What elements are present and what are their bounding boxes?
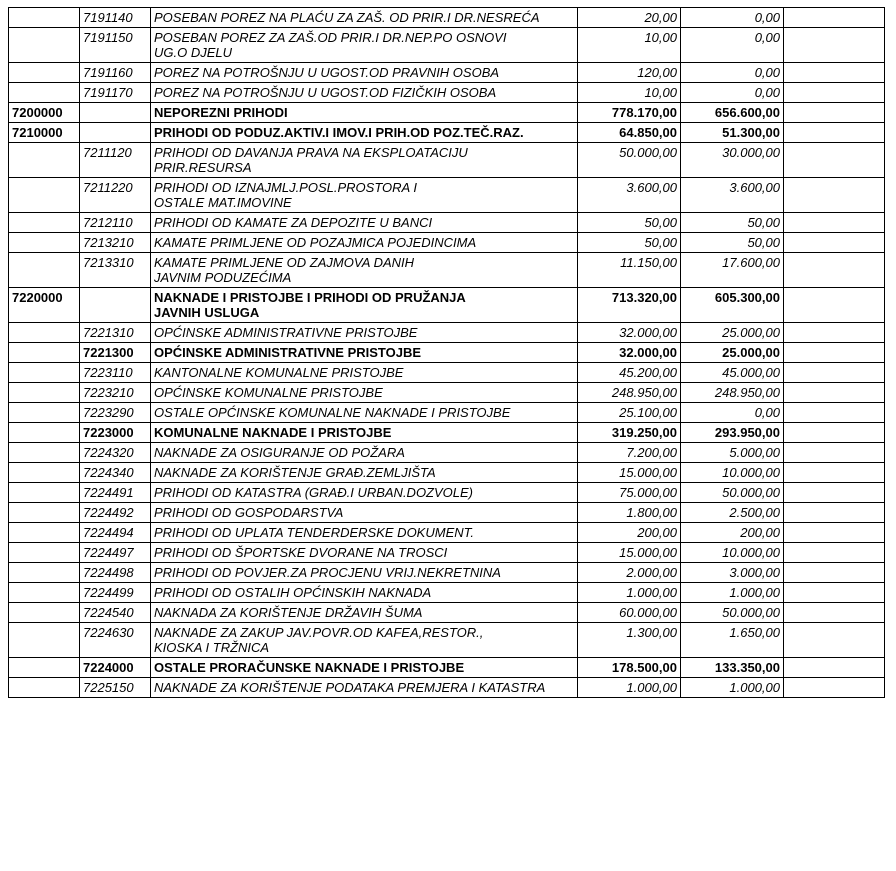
amount-plan-cell: 319.250,00	[578, 423, 681, 443]
section-code-cell	[9, 178, 80, 213]
empty-cell	[784, 213, 885, 233]
description-cell: KAMATE PRIMLJENE OD POZAJMICA POJEDINCIMA	[151, 233, 578, 253]
amount-plan-cell: 178.500,00	[578, 658, 681, 678]
account-code-cell: 7213210	[80, 233, 151, 253]
amount-plan-cell: 7.200,00	[578, 443, 681, 463]
table-row	[9, 123, 885, 143]
description-cell: PRIHODI OD GOSPODARSTVA	[151, 503, 578, 523]
description-cell: NAKNADA ZA KORIŠTENJE DRŽAVIH ŠUMA	[151, 603, 578, 623]
description-cell: POREZ NA POTROŠNJU U UGOST.OD FIZIČKIH OSOBA	[151, 83, 578, 103]
description-cell: POREZ NA POTROŠNJU U UGOST.OD PRAVNIH OSOBA	[151, 63, 578, 83]
description-cell: PRIHODI OD IZNAJMLJ.POSL.PROSTORA I OSTALE MAT.IMOVINE	[151, 178, 578, 213]
amount-realized-cell: 656.600,00	[681, 103, 784, 123]
empty-cell	[784, 563, 885, 583]
amount-realized-cell: 50,00	[681, 213, 784, 233]
table-row	[9, 363, 885, 383]
description-cell: PRIHODI OD UPLATA TENDERDERSKE DOKUMENT.	[151, 523, 578, 543]
amount-realized-cell: 248.950,00	[681, 383, 784, 403]
amount-realized-cell: 3.600,00	[681, 178, 784, 213]
empty-cell	[784, 623, 885, 658]
empty-cell	[784, 363, 885, 383]
account-code-cell: 7213310	[80, 253, 151, 288]
description-cell: PRIHODI OD DAVANJA PRAVA NA EKSPLOATACIJU PRIR.RESURSA	[151, 143, 578, 178]
amount-realized-cell: 0,00	[681, 63, 784, 83]
description-cell: NAKNADE ZA OSIGURANJE OD POŽARA	[151, 443, 578, 463]
account-code-cell	[80, 123, 151, 143]
empty-cell	[784, 28, 885, 63]
amount-realized-cell: 25.000,00	[681, 323, 784, 343]
table-row	[9, 213, 885, 233]
account-code-cell: 7224540	[80, 603, 151, 623]
table-row	[9, 583, 885, 603]
section-code-cell	[9, 678, 80, 698]
section-code-cell	[9, 253, 80, 288]
amount-realized-cell: 50,00	[681, 233, 784, 253]
empty-cell	[784, 383, 885, 403]
empty-cell	[784, 403, 885, 423]
amount-plan-cell: 75.000,00	[578, 483, 681, 503]
table-row	[9, 103, 885, 123]
account-code-cell: 7224499	[80, 583, 151, 603]
account-code-cell: 7211220	[80, 178, 151, 213]
section-code-cell	[9, 83, 80, 103]
section-code-cell	[9, 503, 80, 523]
amount-realized-cell: 0,00	[681, 83, 784, 103]
description-cell: NAKNADE ZA ZAKUP JAV.POVR.OD KAFEA,RESTOR., KIOSKA I TRŽNICA	[151, 623, 578, 658]
account-code-cell: 7223210	[80, 383, 151, 403]
amount-plan-cell: 200,00	[578, 523, 681, 543]
section-code-cell	[9, 403, 80, 423]
account-code-cell: 7191150	[80, 28, 151, 63]
amount-realized-cell: 1.000,00	[681, 583, 784, 603]
amount-realized-cell: 30.000,00	[681, 143, 784, 178]
section-code-cell	[9, 583, 80, 603]
table-row	[9, 323, 885, 343]
description-cell: OPĆINSKE KOMUNALNE PRISTOJBE	[151, 383, 578, 403]
amount-realized-cell: 0,00	[681, 8, 784, 28]
table-row	[9, 503, 885, 523]
account-code-cell: 7225150	[80, 678, 151, 698]
empty-cell	[784, 83, 885, 103]
empty-cell	[784, 103, 885, 123]
description-cell: NAKNADE ZA KORIŠTENJE GRAĐ.ZEMLJIŠTA	[151, 463, 578, 483]
empty-cell	[784, 288, 885, 323]
section-code-cell	[9, 343, 80, 363]
description-cell: PRIHODI OD ŠPORTSKE DVORANE NA TROSCI	[151, 543, 578, 563]
amount-realized-cell: 0,00	[681, 403, 784, 423]
section-code-cell	[9, 463, 80, 483]
empty-cell	[784, 483, 885, 503]
account-code-cell: 7224000	[80, 658, 151, 678]
amount-realized-cell: 0,00	[681, 28, 784, 63]
amount-plan-cell: 20,00	[578, 8, 681, 28]
empty-cell	[784, 253, 885, 288]
account-code-cell: 7224492	[80, 503, 151, 523]
table-row	[9, 658, 885, 678]
amount-plan-cell: 248.950,00	[578, 383, 681, 403]
amount-plan-cell: 60.000,00	[578, 603, 681, 623]
amount-realized-cell: 3.000,00	[681, 563, 784, 583]
empty-cell	[784, 178, 885, 213]
table-row	[9, 28, 885, 63]
empty-cell	[784, 323, 885, 343]
description-cell: KANTONALNE KOMUNALNE PRISTOJBE	[151, 363, 578, 383]
description-cell: POSEBAN POREZ NA PLAĆU ZA ZAŠ. OD PRIR.I DR.NESREĆA	[151, 8, 578, 28]
section-code-cell	[9, 323, 80, 343]
amount-plan-cell: 15.000,00	[578, 543, 681, 563]
amount-plan-cell: 32.000,00	[578, 343, 681, 363]
amount-plan-cell: 64.850,00	[578, 123, 681, 143]
amount-plan-cell: 10,00	[578, 83, 681, 103]
amount-realized-cell: 50.000,00	[681, 603, 784, 623]
table-row	[9, 383, 885, 403]
amount-plan-cell: 45.200,00	[578, 363, 681, 383]
amount-realized-cell: 51.300,00	[681, 123, 784, 143]
section-code-cell	[9, 563, 80, 583]
section-code-cell	[9, 233, 80, 253]
account-code-cell	[80, 288, 151, 323]
section-code-cell	[9, 658, 80, 678]
table-row	[9, 563, 885, 583]
description-cell: NEPOREZNI PRIHODI	[151, 103, 578, 123]
amount-plan-cell: 3.600,00	[578, 178, 681, 213]
account-code-cell: 7191140	[80, 8, 151, 28]
table-row	[9, 483, 885, 503]
description-cell: PRIHODI OD POVJER.ZA PROCJENU VRIJ.NEKRETNINA	[151, 563, 578, 583]
amount-plan-cell: 15.000,00	[578, 463, 681, 483]
description-cell: OSTALE OPĆINSKE KOMUNALNE NAKNADE I PRISTOJBE	[151, 403, 578, 423]
table-row	[9, 343, 885, 363]
account-code-cell: 7224320	[80, 443, 151, 463]
empty-cell	[784, 523, 885, 543]
empty-cell	[784, 233, 885, 253]
table-row	[9, 233, 885, 253]
account-code-cell: 7191170	[80, 83, 151, 103]
account-code-cell: 7223110	[80, 363, 151, 383]
section-code-cell	[9, 143, 80, 178]
description-cell: PRIHODI OD PODUZ.AKTIV.I IMOV.I PRIH.OD POZ.TEČ.RAZ.	[151, 123, 578, 143]
amount-plan-cell: 10,00	[578, 28, 681, 63]
amount-realized-cell: 5.000,00	[681, 443, 784, 463]
description-cell: KAMATE PRIMLJENE OD ZAJMOVA DANIH JAVNIM PODUZEĆIMA	[151, 253, 578, 288]
description-cell: OPĆINSKE ADMINISTRATIVNE PRISTOJBE	[151, 323, 578, 343]
amount-plan-cell: 1.000,00	[578, 678, 681, 698]
amount-realized-cell: 133.350,00	[681, 658, 784, 678]
table-row	[9, 678, 885, 698]
section-code-cell	[9, 543, 80, 563]
section-code-cell	[9, 213, 80, 233]
empty-cell	[784, 583, 885, 603]
amount-realized-cell: 2.500,00	[681, 503, 784, 523]
section-code-cell	[9, 28, 80, 63]
section-code-cell	[9, 623, 80, 658]
empty-cell	[784, 423, 885, 443]
account-code-cell: 7191160	[80, 63, 151, 83]
section-code-cell	[9, 8, 80, 28]
empty-cell	[784, 503, 885, 523]
amount-plan-cell: 50,00	[578, 213, 681, 233]
amount-plan-cell: 50.000,00	[578, 143, 681, 178]
description-cell: OSTALE PRORAČUNSKE NAKNADE I PRISTOJBE	[151, 658, 578, 678]
account-code-cell: 7224497	[80, 543, 151, 563]
budget-revenue-table	[8, 7, 885, 698]
section-code-cell: 7220000	[9, 288, 80, 323]
amount-realized-cell: 45.000,00	[681, 363, 784, 383]
amount-plan-cell: 11.150,00	[578, 253, 681, 288]
account-code-cell: 7224340	[80, 463, 151, 483]
empty-cell	[784, 463, 885, 483]
description-cell: PRIHODI OD OSTALIH OPĆINSKIH NAKNADA	[151, 583, 578, 603]
amount-realized-cell: 25.000,00	[681, 343, 784, 363]
table-row	[9, 288, 885, 323]
amount-realized-cell: 200,00	[681, 523, 784, 543]
amount-realized-cell: 1.000,00	[681, 678, 784, 698]
amount-plan-cell: 32.000,00	[578, 323, 681, 343]
account-code-cell: 7224491	[80, 483, 151, 503]
section-code-cell	[9, 443, 80, 463]
description-cell: NAKNADE I PRISTOJBE I PRIHODI OD PRUŽANJA JAVNIH USLUGA	[151, 288, 578, 323]
amount-realized-cell: 50.000,00	[681, 483, 784, 503]
section-code-cell	[9, 483, 80, 503]
table-body	[9, 8, 885, 698]
account-code-cell: 7224498	[80, 563, 151, 583]
amount-plan-cell: 1.000,00	[578, 583, 681, 603]
table-row	[9, 178, 885, 213]
amount-realized-cell: 293.950,00	[681, 423, 784, 443]
table-row	[9, 423, 885, 443]
description-cell: OPĆINSKE ADMINISTRATIVNE PRISTOJBE	[151, 343, 578, 363]
account-code-cell: 7211120	[80, 143, 151, 178]
amount-plan-cell: 2.000,00	[578, 563, 681, 583]
empty-cell	[784, 658, 885, 678]
section-code-cell	[9, 363, 80, 383]
account-code-cell: 7221310	[80, 323, 151, 343]
amount-plan-cell: 713.320,00	[578, 288, 681, 323]
description-cell: NAKNADE ZA KORIŠTENJE PODATAKA PREMJERA I KATASTRA	[151, 678, 578, 698]
account-code-cell: 7221300	[80, 343, 151, 363]
table-row	[9, 443, 885, 463]
section-code-cell	[9, 383, 80, 403]
table-row	[9, 623, 885, 658]
account-code-cell: 7223290	[80, 403, 151, 423]
empty-cell	[784, 603, 885, 623]
empty-cell	[784, 543, 885, 563]
description-cell: PRIHODI OD KAMATE ZA DEPOZITE U BANCI	[151, 213, 578, 233]
section-code-cell	[9, 63, 80, 83]
section-code-cell: 7200000	[9, 103, 80, 123]
empty-cell	[784, 678, 885, 698]
account-code-cell: 7224494	[80, 523, 151, 543]
account-code-cell: 7224630	[80, 623, 151, 658]
description-cell: PRIHODI OD KATASTRA (GRAĐ.I URBAN.DOZVOLE)	[151, 483, 578, 503]
account-code-cell: 7212110	[80, 213, 151, 233]
table-row	[9, 63, 885, 83]
table-row	[9, 253, 885, 288]
table-row	[9, 403, 885, 423]
amount-realized-cell: 605.300,00	[681, 288, 784, 323]
description-cell: POSEBAN POREZ ZA ZAŠ.OD PRIR.I DR.NEP.PO OSNOVI UG.O DJELU	[151, 28, 578, 63]
amount-plan-cell: 25.100,00	[578, 403, 681, 423]
table-row	[9, 523, 885, 543]
amount-plan-cell: 120,00	[578, 63, 681, 83]
empty-cell	[784, 63, 885, 83]
amount-plan-cell: 778.170,00	[578, 103, 681, 123]
section-code-cell	[9, 523, 80, 543]
section-code-cell: 7210000	[9, 123, 80, 143]
amount-plan-cell: 1.800,00	[578, 503, 681, 523]
empty-cell	[784, 343, 885, 363]
empty-cell	[784, 123, 885, 143]
description-cell: KOMUNALNE NAKNADE I PRISTOJBE	[151, 423, 578, 443]
empty-cell	[784, 8, 885, 28]
amount-realized-cell: 10.000,00	[681, 543, 784, 563]
section-code-cell	[9, 423, 80, 443]
table-row	[9, 83, 885, 103]
amount-plan-cell: 1.300,00	[578, 623, 681, 658]
table-row	[9, 463, 885, 483]
table-row	[9, 8, 885, 28]
account-code-cell: 7223000	[80, 423, 151, 443]
table-row	[9, 143, 885, 178]
section-code-cell	[9, 603, 80, 623]
amount-realized-cell: 1.650,00	[681, 623, 784, 658]
empty-cell	[784, 143, 885, 178]
empty-cell	[784, 443, 885, 463]
table-row	[9, 543, 885, 563]
account-code-cell	[80, 103, 151, 123]
amount-realized-cell: 10.000,00	[681, 463, 784, 483]
table-row	[9, 603, 885, 623]
amount-plan-cell: 50,00	[578, 233, 681, 253]
amount-realized-cell: 17.600,00	[681, 253, 784, 288]
